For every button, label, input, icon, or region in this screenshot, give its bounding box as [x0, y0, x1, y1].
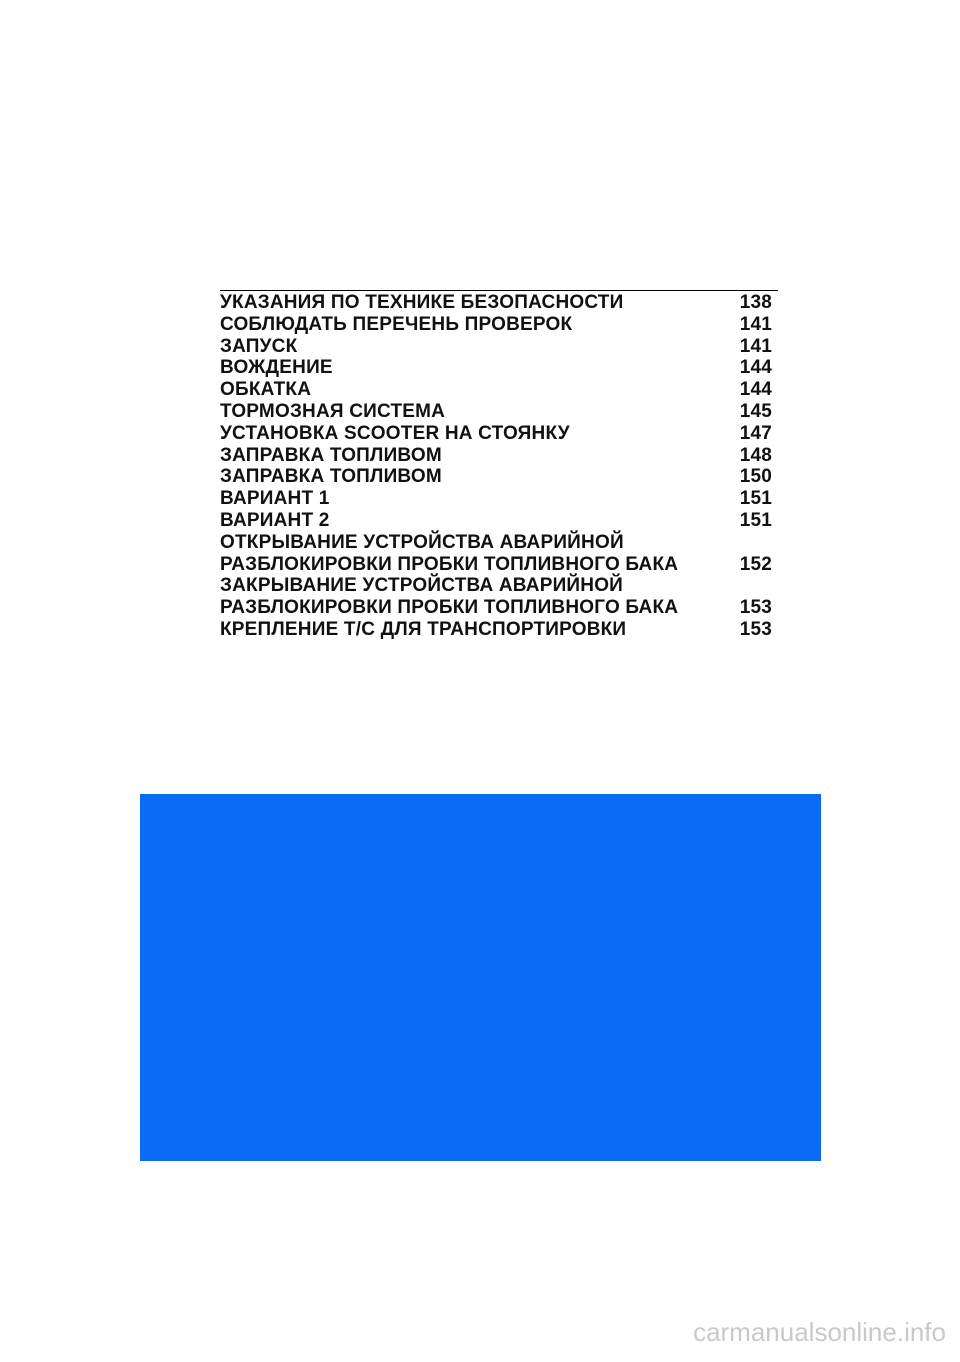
toc-entry[interactable]	[220, 488, 778, 510]
toc-entry-page: 144	[739, 357, 772, 379]
toc-entry-title: ОТКРЫВАНИЕ УСТРОЙСТВА АВАРИЙНОЙ РАЗБЛОКИРОВКИ ПРОБКИ ТОПЛИВНОГО БАКА	[220, 531, 679, 575]
toc-entry[interactable]	[220, 445, 778, 467]
table-of-contents	[220, 292, 778, 641]
toc-entry-title: ЗАКРЫВАНИЕ УСТРОЙСТВА АВАРИЙНОЙ РАЗБЛОКИРОВКИ ПРОБКИ ТОПЛИВНОГО БАКА	[220, 575, 679, 619]
toc-entry-title: ВОЖДЕНИЕ	[220, 357, 333, 379]
blue-color-panel	[140, 794, 821, 1161]
toc-entry[interactable]	[220, 510, 778, 532]
toc-top-rule	[220, 290, 778, 291]
toc-entry-page: 145	[739, 400, 772, 422]
toc-entry-title: СОБЛЮДАТЬ ПЕРЕЧЕНЬ ПРОВЕРОК	[220, 313, 573, 335]
toc-entry-title: ЗАПУСК	[220, 335, 298, 357]
toc-entry[interactable]	[220, 466, 778, 488]
toc-entry-title: УКАЗАНИЯ ПО ТЕХНИКЕ БЕЗОПАСНОСТИ	[220, 292, 624, 313]
toc-entry[interactable]	[220, 292, 778, 314]
toc-entry-title: ТОРМОЗНАЯ СИСТЕМА	[220, 400, 446, 422]
toc-entry-page: 151	[739, 488, 772, 510]
toc-entry[interactable]	[220, 379, 778, 401]
toc-entry[interactable]	[220, 357, 778, 379]
watermark: carmanualsonline.info	[693, 1317, 946, 1347]
toc-entry[interactable]	[220, 619, 778, 641]
toc-entry-page: 138	[739, 292, 772, 313]
toc-entry[interactable]	[220, 575, 778, 619]
toc-entry-page: 150	[739, 466, 772, 488]
toc-entry[interactable]	[220, 401, 778, 423]
toc-entry[interactable]	[220, 314, 778, 336]
toc-entry-title: УСТАНОВКА SCOOTER НА СТОЯНКУ	[220, 422, 570, 444]
toc-entry-title: ЗАПРАВКА ТОПЛИВОМ	[220, 444, 442, 466]
toc-entry-page: 152	[739, 553, 772, 575]
toc-entry-page: 151	[739, 509, 772, 531]
toc-entry[interactable]	[220, 532, 778, 576]
toc-entry-page: 141	[739, 313, 772, 335]
toc-entry-title: ОБКАТКА	[220, 379, 312, 401]
toc-entry-title: КРЕПЛЕНИЕ Т/С ДЛЯ ТРАНСПОРТИРОВКИ	[220, 618, 627, 640]
toc-entry-title: ЗАПРАВКА ТОПЛИВОМ	[220, 466, 442, 488]
toc-entry-page: 144	[739, 379, 772, 401]
toc-entry-title: ВАРИАНТ 1	[220, 488, 330, 510]
toc-entry-title: ВАРИАНТ 2	[220, 509, 330, 531]
toc-entry-page: 141	[739, 335, 772, 357]
toc-entry-page: 153	[739, 597, 772, 619]
toc-entry-page: 153	[739, 618, 772, 640]
toc-entry[interactable]	[220, 336, 778, 358]
toc-entry-page: 147	[739, 422, 772, 444]
toc-entry-page: 148	[739, 444, 772, 466]
toc-entry[interactable]	[220, 423, 778, 445]
